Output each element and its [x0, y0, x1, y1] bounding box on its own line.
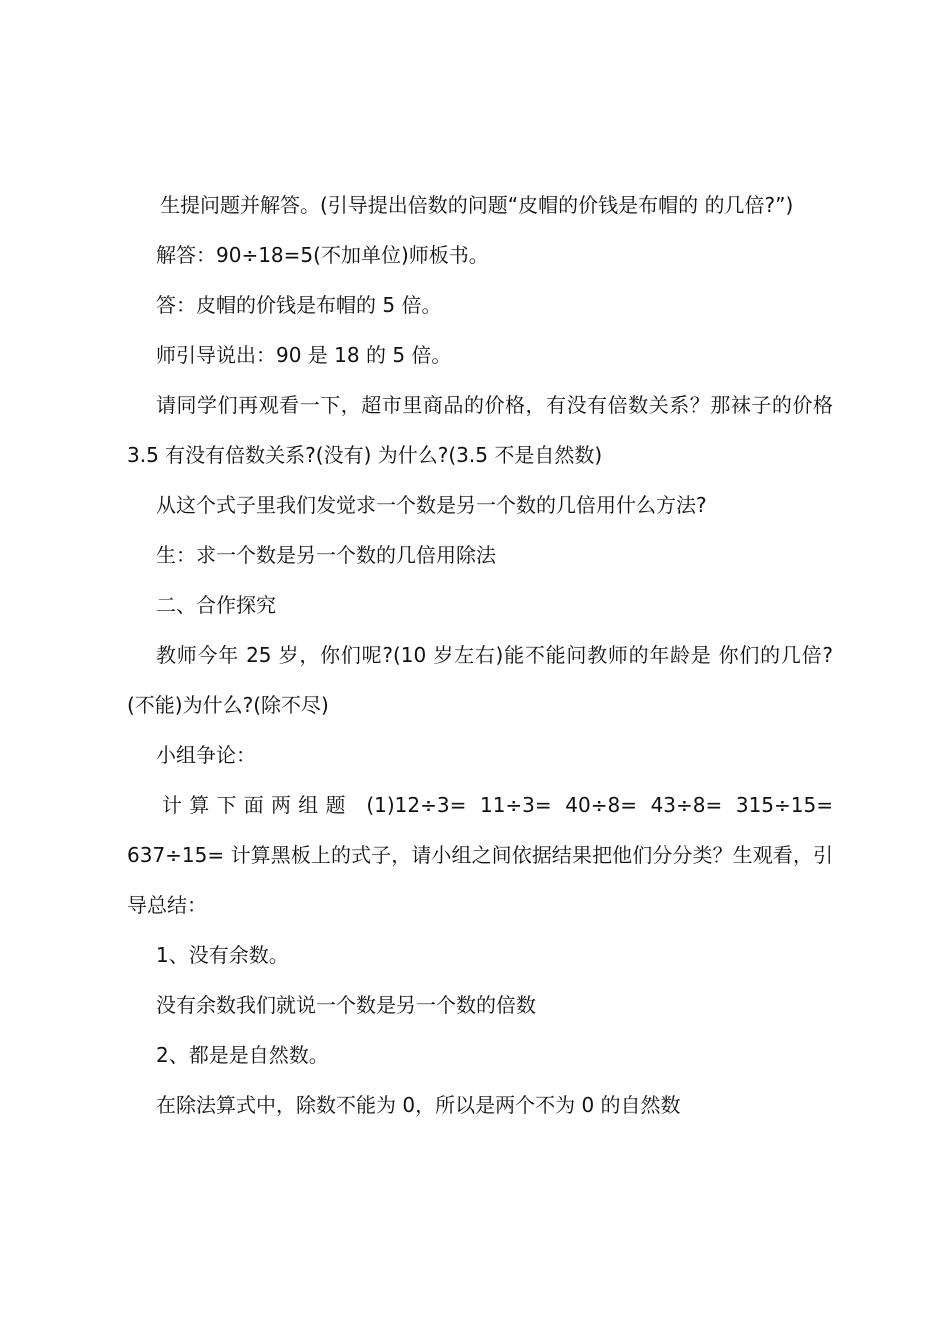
paragraph-question-prompt: 生提问题并解答。(引导提出倍数的问题“皮帽的价钱是布帽的 的几倍?”): [160, 193, 794, 217]
paragraph-answer-calculation: 解答：90÷18=5(不加单位)师板书。: [156, 243, 489, 267]
section-heading-cooperation: 二、合作探究: [156, 593, 276, 617]
paragraph-method-question: 从这个式子里我们发觉求一个数是另一个数的几倍用什么方法?: [156, 493, 707, 517]
paragraph-teacher-guidance: 师引导说出：90 是 18 的 5 倍。: [156, 343, 452, 367]
document-body: [127, 180, 833, 1130]
paragraph-calculation-task: 计算下面两组题 (1)12÷3= 11÷3= 40÷8= 43÷8= 315÷15= 637÷15= 计算黑板上的式子，请小组之间依据结果把他们分分类？生观看，引导总结：: [127, 793, 833, 917]
paragraph-student-answer: 生：求一个数是另一个数的几倍用除法: [156, 543, 496, 567]
paragraph-teacher-age: 教师今年 25 岁，你们呢?(10 岁左右)能不能问教师的年龄是 你们的几倍?(不能)为什么?(除不尽): [127, 643, 833, 717]
paragraph-observe-prices: 请同学们再观看一下，超市里商品的价格，有没有倍数关系？那袜子的价格 3.5 有没有倍数关系?(没有) 为什么?(3.5 不是自然数): [127, 393, 833, 467]
paragraph-divisor-rule: 在除法算式中，除数不能为 0，所以是两个不为 0 的自然数: [156, 1093, 681, 1117]
paragraph-no-remainder-explanation: 没有余数我们就说一个数是另一个数的倍数: [156, 993, 536, 1017]
list-item-natural-numbers: 2、都是是自然数。: [156, 1043, 329, 1067]
paragraph-answer-statement: 答：皮帽的价钱是布帽的 5 倍。: [156, 293, 442, 317]
paragraph-group-discussion: 小组争论：: [156, 743, 256, 767]
list-item-no-remainder: 1、没有余数。: [156, 943, 289, 967]
